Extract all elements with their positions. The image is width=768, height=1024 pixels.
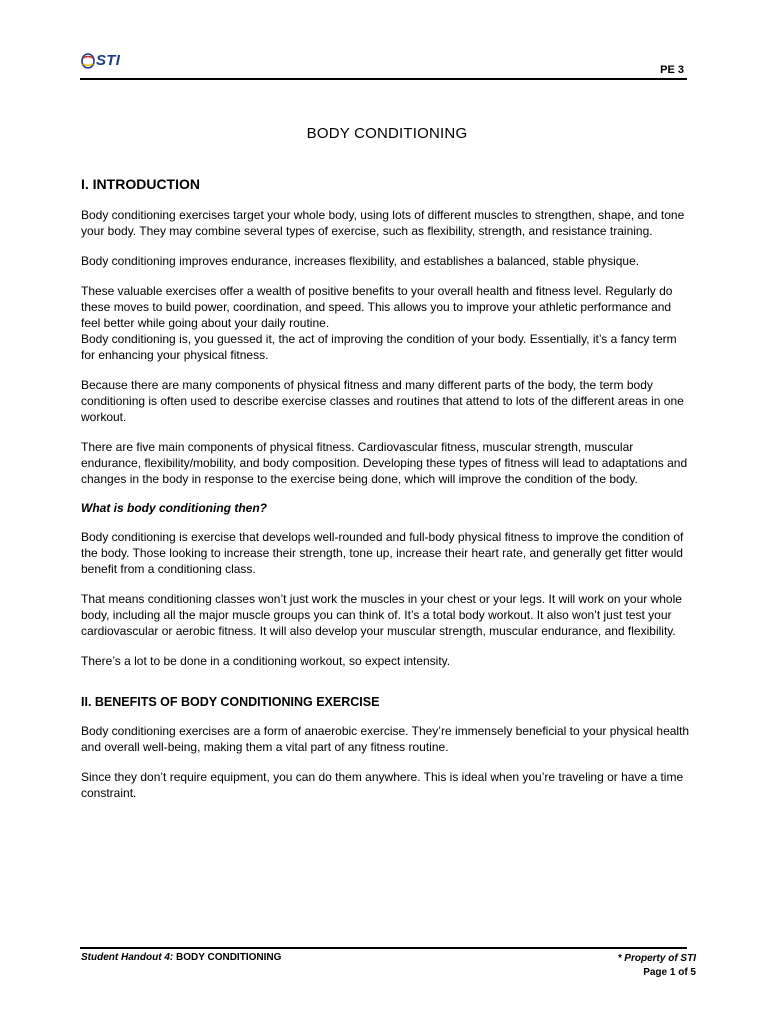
- sti-logo: [81, 52, 120, 69]
- course-code: PE 3: [660, 64, 684, 76]
- sti-globe-icon: [81, 53, 95, 69]
- footer-property: * Property of STI: [617, 953, 696, 964]
- footer-handout-label: [81, 952, 281, 963]
- footer-handout-title: BODY CONDITIONING: [173, 952, 282, 963]
- paragraph: Body conditioning exercises are a form of anaerobic exercise. They’re immensely beneficial to your physical health and overall well-being, making them a vital part of any fitness routine.: [81, 724, 690, 754]
- footer-handout-prefix: Student Handout 4:: [81, 952, 174, 963]
- paragraph: Body conditioning is, you guessed it, the act of improving the condition of your body. Essentially, it’s a fancy term for enhancing your physical fitness.: [81, 332, 677, 362]
- paragraph: Because there are many components of physical fitness and many different parts of the body, the term body conditioning is often used to describe exercise classes and routines that attend to lots of the different areas in one workout.: [81, 378, 684, 424]
- footer-divider: [80, 947, 687, 949]
- section-heading-introduction: I. INTRODUCTION: [81, 176, 200, 192]
- document-body: [81, 125, 693, 815]
- subheading-question: What is body conditioning then?: [81, 501, 267, 515]
- paragraph: That means conditioning classes won’t just work the muscles in your chest or your legs. It will work on your whole body, including all the major muscle groups you can think of. It’s a total body workout. It also won’t just test your cardiovascular or aerobic fitness. It will also develop your muscular strength, muscular endurance, and flexibility.: [81, 592, 682, 638]
- paragraph: These valuable exercises offer a wealth of positive benefits to your overall health and fitness level. Regularly do these moves to build power, coordination, and speed. This allows you to improve your athletic performance and feel better while going about your daily routine.: [81, 284, 673, 330]
- paragraph: Body conditioning exercises target your whole body, using lots of different muscles to strengthen, shape, and tone your body. They may combine several types of exercise, such as flexibility, strength, and resistance training.: [81, 208, 685, 238]
- section-heading-benefits: II. BENEFITS OF BODY CONDITIONING EXERCISE: [81, 695, 380, 709]
- page-number: Page 1 of 5: [643, 967, 696, 978]
- paragraph: Body conditioning improves endurance, increases flexibility, and establishes a balanced, stable physique.: [81, 254, 640, 268]
- footer-right-block: [618, 952, 696, 980]
- paragraph: There’s a lot to be done in a conditioning workout, so expect intensity.: [81, 654, 451, 668]
- paragraph: Body conditioning is exercise that develops well-rounded and full-body physical fitness to improve the condition of the body. Those looking to increase their strength, tone up, increase their heart rate, and generally get fitter would benefit from a conditioning class.: [81, 530, 684, 576]
- logo-text: STI: [96, 52, 121, 69]
- paragraph: There are five main components of physical fitness. Cardiovascular fitness, muscular strength, muscular endurance, flexibility/mobility, and body composition. Developing these types of fitness will lead to adaptations and changes in the body in response to the exercise being done, which will improve the condition of the body.: [81, 440, 688, 486]
- header-divider: [80, 78, 687, 80]
- document-title: BODY CONDITIONING: [306, 125, 468, 142]
- paragraph: Since they don’t require equipment, you can do them anywhere. This is ideal when you’re traveling or have a time constraint.: [81, 770, 684, 800]
